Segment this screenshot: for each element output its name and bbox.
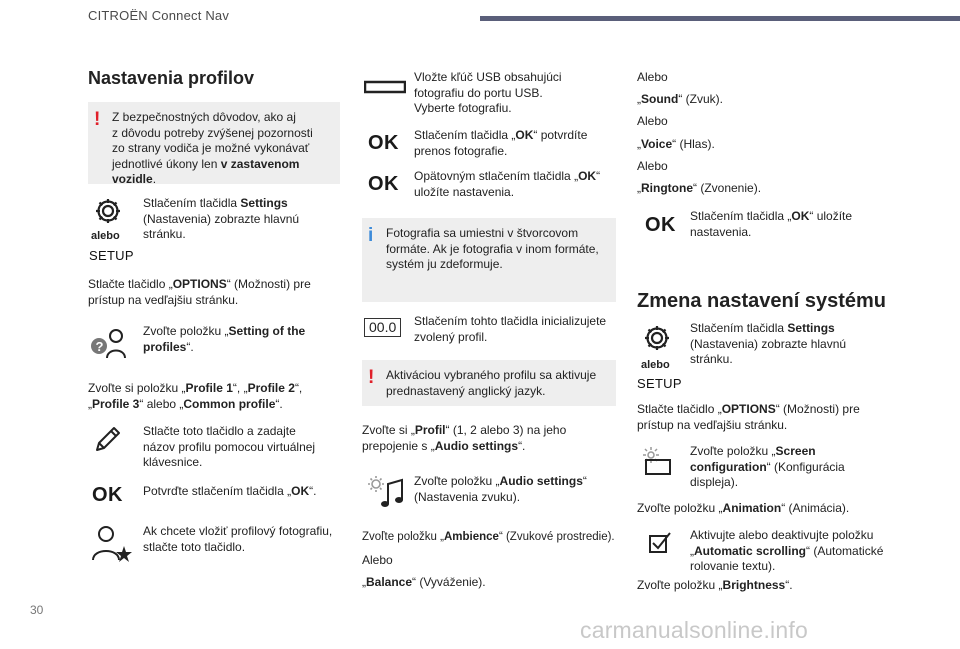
warning-box: ! Aktiváciou vybraného profilu sa aktivuje prednastavený anglický jazyk. bbox=[362, 360, 616, 406]
profile-photo-icon bbox=[89, 524, 133, 562]
voice-item: „Voice“ (Hlas). bbox=[637, 137, 715, 151]
warning-icon: ! bbox=[94, 109, 101, 130]
alebo-text: Alebo bbox=[637, 70, 668, 84]
ok-save-instruction: Opätovným stlačením tlačidla „OK“ uložíte nastavenia. bbox=[414, 169, 601, 199]
gear-icon bbox=[93, 196, 123, 226]
profile-settings-icon bbox=[89, 326, 129, 360]
ok-transfer-instruction: Stlačením tlačidla „OK“ potvrdíte prenos fotografie. bbox=[414, 128, 588, 158]
animation-instruction: Zvoľte položku „Animation“ (Animácia). bbox=[637, 501, 850, 515]
warning-box: ! Z bezpečnostných dôvodov, ako aj z dôvodu potreby zvýšenej pozornosti zo strany vodiča je možné vykonávať jednotlivé úkony len v zastavenom vozidle. bbox=[88, 102, 340, 184]
pencil-icon bbox=[93, 424, 123, 454]
alebo-label: alebo bbox=[91, 230, 120, 242]
profiles-instruction: Zvoľte položku „Setting of the profiles“. bbox=[143, 324, 306, 354]
setup-label: SETUP bbox=[89, 248, 134, 263]
section-title-system: Zmena nastavení systému bbox=[637, 290, 886, 312]
alebo-label: alebo bbox=[641, 359, 670, 371]
photo-instruction: Ak chcete vložiť profilový fotografiu, stlačte toto tlačidlo. bbox=[143, 524, 333, 554]
choose-profile-instruction: Zvoľte si položku „Profile 1“, „Profile 2“, „Profile 3“ alebo „Common profile“. bbox=[88, 381, 303, 411]
ok-icon: OK bbox=[368, 132, 399, 154]
screen-brightness-icon bbox=[640, 446, 674, 476]
ok-icon: OK bbox=[645, 214, 676, 236]
running-header: CITROËN Connect Nav bbox=[88, 8, 230, 23]
gear-icon bbox=[642, 323, 672, 353]
page-number: 30 bbox=[30, 603, 44, 617]
setup-label: SETUP bbox=[637, 376, 682, 391]
svg-text:?: ? bbox=[95, 339, 104, 354]
reset-instruction: Stlačením tohto tlačidla inicializujete zvolený profil. bbox=[414, 314, 607, 344]
usb-slot-icon bbox=[364, 80, 406, 94]
ambience-instruction: Zvoľte položku „Ambience“ (Zvukové prostredie). bbox=[362, 531, 615, 543]
options-instruction: Stlačte tlačidlo „OPTIONS“ (Možnosti) pre prístup na vedľajšiu stránku. bbox=[637, 402, 860, 432]
ok-icon: OK bbox=[368, 173, 399, 195]
settings-instruction: Stlačením tlačidla Settings (Nastavenia) zobrazte hlavnú stránku. bbox=[143, 196, 300, 241]
header-bar bbox=[480, 16, 960, 21]
ringtone-item: „Ringtone“ (Zvonenie). bbox=[637, 181, 762, 195]
brightness-instruction: Zvoľte položku „Brightness“. bbox=[637, 578, 793, 592]
alebo-text: Alebo bbox=[637, 114, 668, 128]
alebo-text: Alebo bbox=[362, 553, 393, 567]
audio-settings-icon bbox=[366, 474, 406, 510]
profil-instruction: Zvoľte si „Profil“ (1, 2 alebo 3) na jeho prepojenie s „Audio settings“. bbox=[362, 423, 567, 453]
options-instruction: Stlačte tlačidlo „OPTIONS“ (Možnosti) pre prístup na vedľajšiu stránku. bbox=[88, 277, 311, 307]
screen-config-instruction: Zvoľte položku „Screen configuration“ (Konfigurácia displeja). bbox=[690, 444, 845, 489]
audio-instruction: Zvoľte položku „Audio settings“ (Nastavenia zvuku). bbox=[414, 474, 587, 504]
info-box: i Fotografia sa umiestni v štvorcovom formáte. Ak je fotografia v inom formáte, systém ju zdeformuje. bbox=[362, 218, 616, 302]
confirm-instruction: Potvrďte stlačením tlačidla „OK“. bbox=[143, 484, 317, 498]
info-icon: i bbox=[368, 225, 374, 246]
usb-instruction: Vložte kľúč USB obsahujúci fotografiu do portu USB. Vyberte fotografiu. bbox=[414, 70, 562, 115]
section-title-profiles: Nastavenia profilov bbox=[88, 68, 255, 88]
ok-save-instruction: Stlačením tlačidla „OK“ uložíte nastavenia. bbox=[690, 209, 853, 239]
reset-button-icon: 00.0 bbox=[364, 318, 401, 337]
checkbox-icon bbox=[648, 530, 672, 554]
auto-scroll-instruction: Aktivujte alebo deaktivujte položku „Automatic scrolling“ (Automatické rolovanie textu). bbox=[690, 528, 884, 573]
warning-icon: ! bbox=[368, 367, 375, 388]
alebo-text: Alebo bbox=[637, 159, 668, 173]
sound-item: „Sound“ (Zvuk). bbox=[637, 92, 723, 106]
settings-instruction: Stlačením tlačidla Settings (Nastavenia) zobrazte hlavnú stránku. bbox=[690, 321, 847, 366]
ok-icon: OK bbox=[92, 484, 123, 506]
watermark: carmanualsonline.info bbox=[580, 617, 808, 643]
balance-item: „Balance“ (Vyváženie). bbox=[362, 575, 486, 589]
pencil-instruction: Stlačte toto tlačidlo a zadajte názov profilu pomocou virtuálnej klávesnice. bbox=[143, 424, 316, 469]
